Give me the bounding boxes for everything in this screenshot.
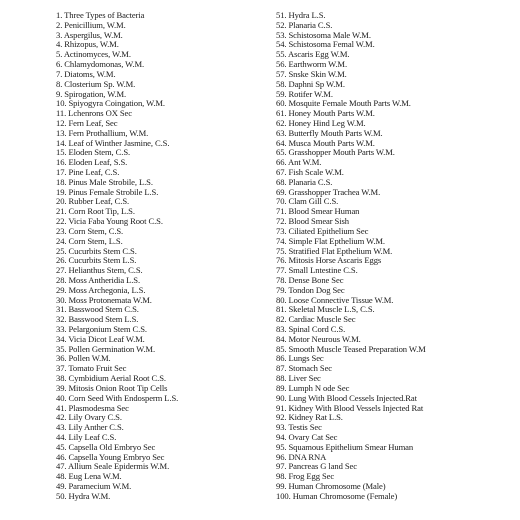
- list-item: 10. Spiyogyra Coingation, W.M.: [56, 99, 165, 109]
- list-item: 20. Rubber Leaf, C.S.: [56, 197, 130, 207]
- list-item: 22. Vicia Faba Young Root C.S.: [56, 217, 163, 227]
- list-item: 64. Musca Mouth Parts W.M.: [276, 138, 375, 148]
- list-item: 42. Lily Ovary C.S.: [56, 413, 122, 423]
- list-item: 37. Tomato Fruit Sec: [56, 364, 127, 374]
- list-item: 82. Cardiac Muscle Sec: [276, 315, 356, 325]
- list-item: 57. Snske Skin W.M.: [276, 69, 347, 79]
- list-item: 51. Hydra L.S.: [276, 11, 326, 20]
- list-item: 34. Vicia Dicot Leaf W.M.: [56, 334, 145, 344]
- list-item: 15. Eloden Stem, C.S.: [56, 148, 131, 158]
- list-item: 18. Pinus Male Strobile, L.S.: [56, 177, 153, 187]
- list-item: 54. Schistosoma Femal W.M.: [276, 40, 375, 50]
- list-item: 52. Planaria C.S.: [276, 20, 333, 30]
- list-item: 8. Closterium Sp. W.M.: [56, 79, 136, 89]
- list-item: 96. DNA RNA: [276, 452, 327, 462]
- list-item: 44. Lily Leaf C.S.: [56, 432, 117, 442]
- list-item: 94. Ovary Cat Sec: [276, 432, 338, 442]
- list-item: 53. Schistosoma Male W.M.: [276, 30, 371, 40]
- list-item: 39. Mitosis Onion Root Tip Cells: [56, 383, 168, 393]
- list-item: 36. Pollen W.M.: [56, 354, 111, 364]
- slide-list-right-column: [276, 11, 516, 502]
- list-item: 60. Mosquite Female Mouth Parts W.M.: [276, 99, 411, 109]
- list-item: 4. Rhizopus, W.M.: [56, 40, 119, 50]
- list-item: 58. Daphni Sp W.M.: [276, 79, 345, 89]
- list-item: 73. Ciliated Epithelium Sec: [276, 226, 369, 236]
- list-item: 91. Kidney With Blood Vessels Injected Rat: [276, 403, 424, 413]
- list-item: 9. Spirogation, W.M.: [56, 89, 127, 99]
- list-item: 67. Fish Scale W.M.: [276, 168, 344, 177]
- list-item: 81. Skeletal Muscle L.S, C.S.: [276, 305, 375, 315]
- list-item: 98. Frog Egg Sec: [276, 472, 335, 482]
- list-item: 85. Smooth Muscle Teased Preparation W.M: [276, 344, 426, 354]
- list-item: 11. Lchenrons OX Sec: [56, 109, 132, 119]
- list-item: 29. Moss Archegonia, L.S.: [56, 285, 146, 295]
- list-item: 46. Capsella Young Embryo Sec: [56, 452, 165, 462]
- list-item: 33. Pelargonium Stem C.S.: [56, 325, 147, 334]
- list-item: 70. Clam Gill C.S.: [276, 197, 339, 207]
- list-item: 71. Blood Smear Human: [276, 207, 360, 217]
- list-item: 92. Kidney Rat L.S.: [276, 413, 343, 423]
- list-item: 59. Rotifer W.M.: [276, 89, 333, 99]
- list-item: 55. Ascaris Egg W.M.: [276, 50, 350, 60]
- list-item: 79. Tondon Dog Sec: [276, 285, 345, 295]
- list-item: 31. Basswood Stem C.S.: [56, 305, 139, 315]
- list-item: 77. Small Lntestine C.S.: [276, 266, 358, 276]
- list-item: 87. Stomach Sec: [276, 364, 333, 374]
- list-item: 38. Cymbidium Aerial Root C.S.: [56, 374, 166, 384]
- list-item: 19. Pinus Female Strobile L.S.: [56, 187, 159, 197]
- list-item: 90. Lung With Blood Cessels Injected.Rat: [276, 393, 417, 403]
- list-item: 32. Basswood Stem L.S.: [56, 315, 139, 325]
- list-item: 26. Cucurbits Stem L.S.: [56, 256, 137, 266]
- list-item: 1. Three Types of Bacteria: [56, 11, 145, 20]
- list-item: 69. Grasshopper Trachea W.M.: [276, 187, 381, 197]
- list-item: 43. Lily Anther C.S.: [56, 423, 124, 433]
- list-item: 83. Spinal Cord C.S.: [276, 325, 346, 334]
- list-item: 30. Moss Protonemata W.M.: [56, 295, 152, 305]
- list-item: 100. Human Chromosome (Female): [276, 491, 398, 501]
- list-item: 12. Fern Leaf, Sec: [56, 118, 118, 128]
- list-item: 7. Diatoms, W.M.: [56, 69, 116, 79]
- list-item: 89. Lumph N ode Sec: [276, 383, 350, 393]
- list-item: 47. Allium Seale Epidermis W.M.: [56, 462, 170, 472]
- list-item: 28. Moss Antheridia L.S.: [56, 275, 141, 285]
- list-item: 16. Eloden Leaf, S.S.: [56, 158, 128, 168]
- list-item: 95. Squamous Epithelium Smear Human: [276, 442, 414, 452]
- list-item: 14. Leaf of Winther Jasmine, C.S.: [56, 138, 170, 148]
- list-item: 63. Butterfly Mouth Parts W.M.: [276, 128, 383, 138]
- list-item: 40. Corn Seed With Endosperm L.S.: [56, 393, 179, 403]
- list-item: 2. Penicillium, W.M.: [56, 20, 126, 30]
- list-item: 23. Corn Stem, C.S.: [56, 226, 124, 236]
- list-item: 97. Pancreas G land Sec: [276, 462, 357, 472]
- list-item: 61. Honey Mouth Parts W.M.: [276, 109, 375, 119]
- list-item: 50. Hydra W.M.: [56, 491, 111, 501]
- list-item: 86. Lungs Sec: [276, 354, 324, 364]
- list-item: 75. Stratified Flat Epthelium W.M.: [276, 246, 393, 256]
- list-item: 48. Eug Lena W.M.: [56, 472, 122, 482]
- list-item: 35. Pollen Germination W.M.: [56, 344, 155, 354]
- list-item: 68. Planaria C.S.: [276, 177, 333, 187]
- list-item: 65. Grasshopper Mouth Parts W.M.: [276, 148, 395, 158]
- list-item: 66. Ant W.M.: [276, 158, 322, 168]
- list-item: 49. Paramecium W.M.: [56, 482, 132, 491]
- list-item: 45. Capsella Old Embryo Sec: [56, 442, 156, 452]
- list-item: 74. Simple Flat Epthelium W.M.: [276, 236, 385, 246]
- list-item: 6. Chlamydomonas, W.M.: [56, 60, 145, 70]
- list-item: 78. Dense Bone Sec: [276, 275, 344, 285]
- list-item: 27. Helianthus Stem, C.S.: [56, 266, 143, 276]
- slide-list-left-column: [56, 11, 268, 502]
- list-item: 99. Human Chromosome (Male): [276, 482, 386, 491]
- list-item: 72. Blood Smear Sish: [276, 217, 349, 227]
- list-item: 80. Loose Connective Tissue W.M.: [276, 295, 394, 305]
- list-item: 84. Motor Neurous W.M.: [276, 334, 361, 344]
- list-item: 3. Aspergilus, W.M.: [56, 30, 123, 40]
- list-item: 17. Pine Leaf, C.S.: [56, 168, 120, 177]
- list-item: 62. Honey Hind Leg W.M.: [276, 118, 366, 128]
- list-item: 13. Fern Prothallium, W.M.: [56, 128, 149, 138]
- list-item: 21. Corn Root Tip, L.S.: [56, 207, 135, 217]
- list-item: 41. Plasmodesma Sec: [56, 403, 129, 413]
- list-item: 76. Mitosis Horse Ascaris Eggs: [276, 256, 382, 266]
- list-item: 56. Earthworm W.M.: [276, 60, 348, 70]
- list-item: 24. Corn Stem, L.S.: [56, 236, 123, 246]
- list-item: 93. Testis Sec: [276, 423, 322, 433]
- list-item: 88. Liver Sec: [276, 374, 321, 384]
- list-item: 5. Actinomyces, W.M.: [56, 50, 131, 60]
- list-item: 25. Cucurbits Stem C.S.: [56, 246, 137, 256]
